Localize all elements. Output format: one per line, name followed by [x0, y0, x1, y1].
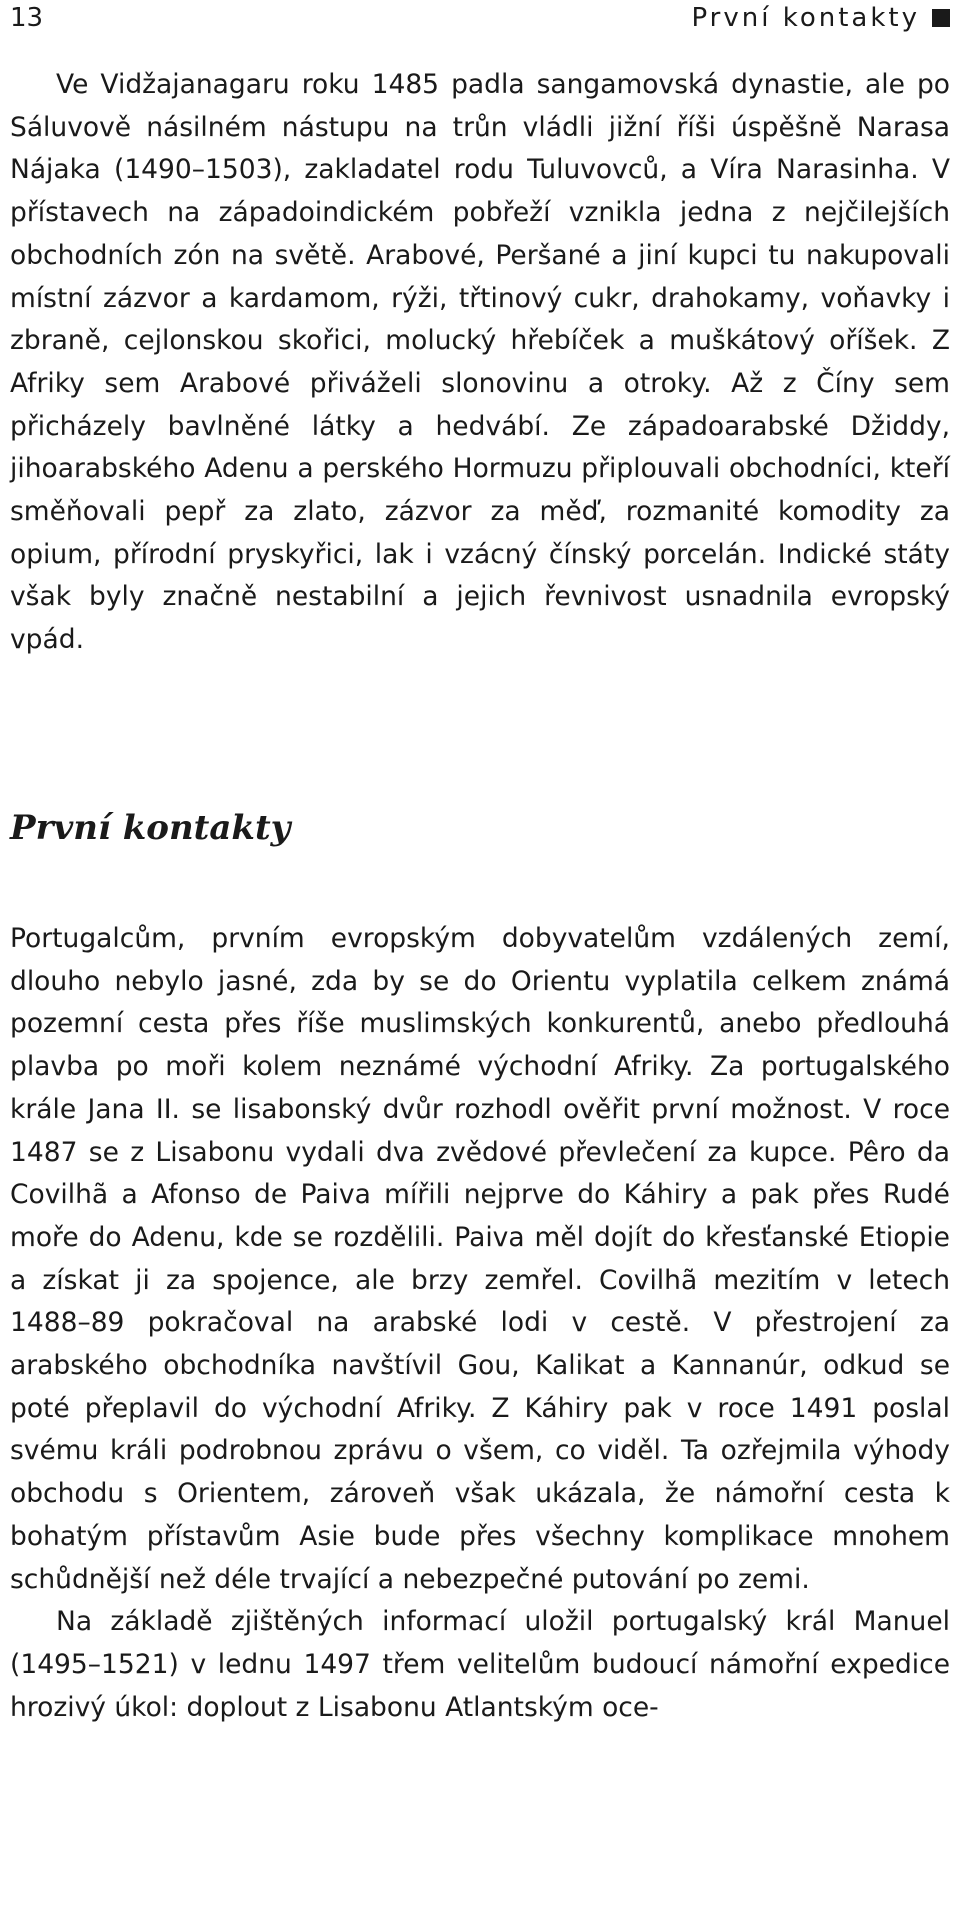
paragraph-1: Ve Vidžajanagaru roku 1485 padla sangamovská dynastie, ale po Sáluvově násilném nástupu na trůn vládli jižní říši úspěšně Narasa Nájaka (1490–1503), zakladatel rodu Tuluvovců, a Víra Narasinha. V přístavech na západoindickém pobřeží vznikla jedna z nejčilejších obchodních zón na světě. Arabové, Peršané a jiní kupci tu nakupovali místní zázvor a kardamom, rýži, třtinový cukr, drahokamy, voňavky i zbraně, cejlonskou skořici, molucký hřebíček a muškátový oříšek. Z Afriky sem Arabové přiváželi slonovinu a otroky. Až z Číny sem přicházely bavlněné látky a hedvábí. Ze západoarabské Džiddy, jihoarabského Adenu a perského Hormuzu připlouvali obchodníci, kteří směňovali pepř za zlato, zázvor za měď, rozmanité komodity za opium, přírodní pryskyřici, lak i vzácný čínský porcelán. Indické státy však byly značně nestabilní a jejich řevnivost usnadnila evropský vpád. — [10, 69, 950, 656]
page-header — [10, 0, 950, 40]
page-number: 13 — [10, 3, 44, 33]
text-block-top — [10, 64, 950, 662]
paragraph-3: Na základě zjištěných informací uložil portugalský král Manuel (1495–1521) v lednu 1497 třem velitelům budoucí námořní expedice hrozivý úkol: doplout z Lisabonu Atlantským oce- — [10, 1606, 950, 1723]
section-heading: První kontakty — [10, 808, 291, 848]
running-head-title: První kontakty — [691, 3, 920, 33]
text-block-bottom — [10, 918, 950, 1729]
running-head — [691, 3, 950, 33]
black-square-icon — [932, 9, 950, 27]
paragraph-2: Portugalcům, prvním evropským dobyvatelům vzdálených zemí, dlouho nebylo jasné, zda by se do Orientu vyplatila celkem známá pozemní cesta přes říše muslimských konkurentů, anebo předlouhá plavba po moři kolem neznámé východní Afriky. Za portugalského krále Jana II. se lisabonský dvůr rozhodl ověřit první možnost. V roce 1487 se z Lisabonu vydali dva zvědové převlečení za kupce. Pêro da Covilhã a Afonso de Paiva mířili nejprve do Káhiry a pak přes Rudé moře do Adenu, kde se rozdělili. Paiva měl dojít do křesťanské Etiopie a získat ji za spojence, ale brzy zemřel. Covilhã mezitím v letech 1488–89 pokračoval na arabské lodi v cestě. V přestrojení za arabského obchodníka navštívil Gou, Kalikat a Kannanúr, odkud se poté přeplavil do východní Afriky. Z Káhiry pak v roce 1491 poslal svému králi podrobnou zprávu o všem, co viděl. Ta ozřejmila výhody obchodu s Orientem, zároveň však ukázala, že námořní cesta k bohatým přístavům Asie bude přes všechny komplikace mnohem schůdnější než déle trvající a nebezpečné putování po zemi. — [10, 923, 950, 1595]
